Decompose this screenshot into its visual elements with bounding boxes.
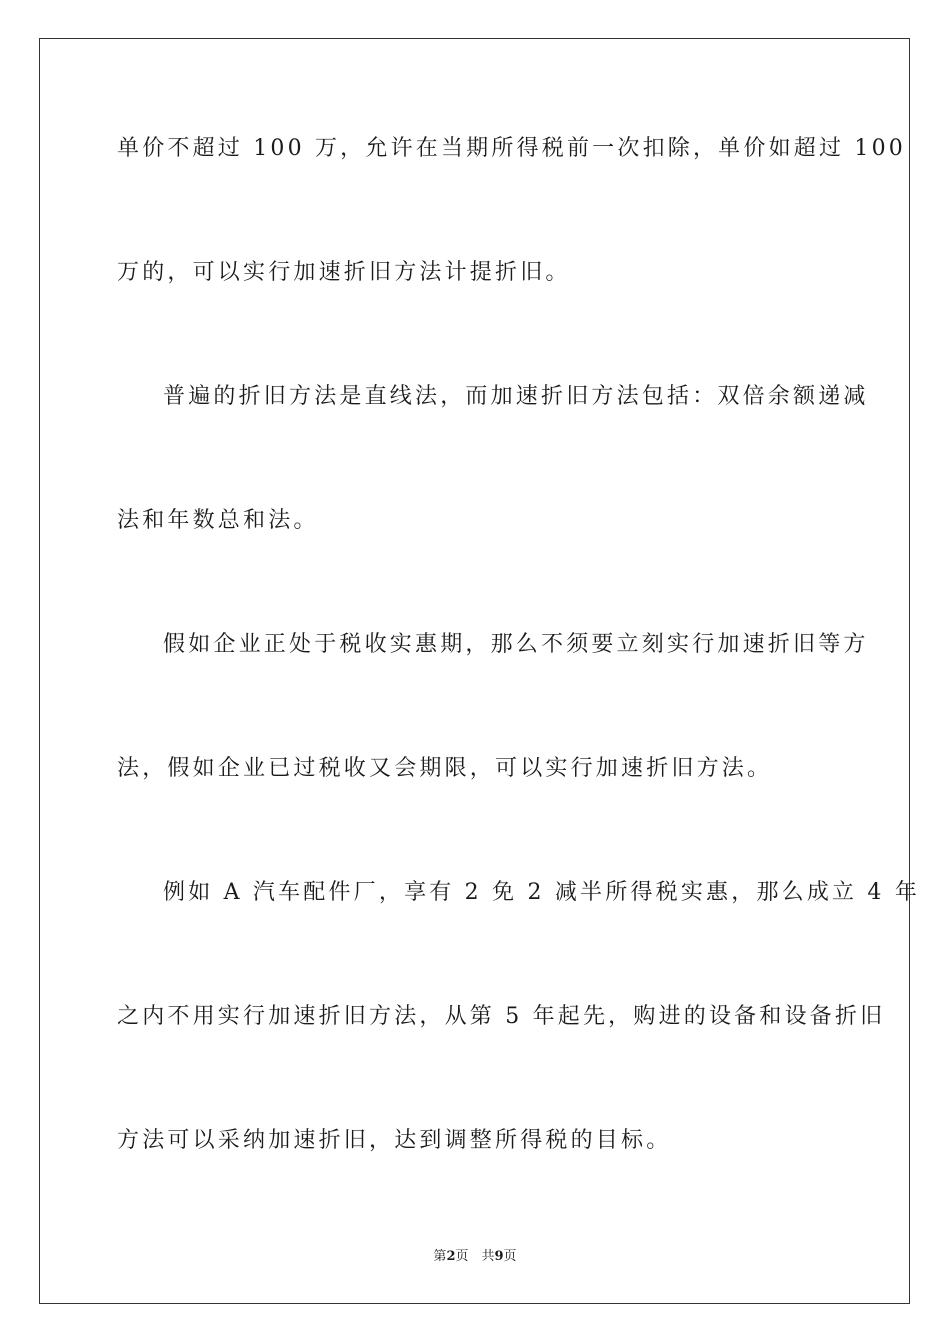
text-line-4: 法和年数总和法。 (117, 508, 319, 533)
page-border (39, 38, 921, 1304)
text-line-3: 普遍的折旧方法是直线法，而加速折旧方法包括：双倍余额递减 (163, 384, 869, 409)
text-line-2: 万的，可以实行加速折旧方法计提折旧。 (117, 260, 571, 285)
footer-total-pages: 9 (494, 1249, 504, 1264)
text-line-7: 例如 A 汽车配件厂，享有 2 免 2 减半所得税实惠，那么成立 4 年 (163, 880, 921, 905)
text-line-5: 假如企业正处于税收实惠期，那么不须要立刻实行加速折旧等方 (163, 632, 869, 657)
footer-page-suffix: 页 (503, 1249, 517, 1264)
footer-current-page: 2 (446, 1249, 456, 1264)
footer-page-mid: 页 共 (455, 1249, 495, 1264)
text-line-1: 单价不超过 100 万，允许在当期所得税前一次扣除，单价如超过 100 (117, 136, 906, 161)
page-footer (0, 1248, 950, 1266)
text-line-6: 法，假如企业已过税收又会期限，可以实行加速折旧方法。 (117, 756, 773, 781)
text-line-8: 之内不用实行加速折旧方法，从第 5 年起先，购进的设备和设备折旧 (117, 1004, 886, 1029)
text-line-9: 方法可以采纳加速折旧，达到调整所得税的目标。 (117, 1128, 672, 1153)
footer-page-prefix: 第 (433, 1249, 447, 1264)
